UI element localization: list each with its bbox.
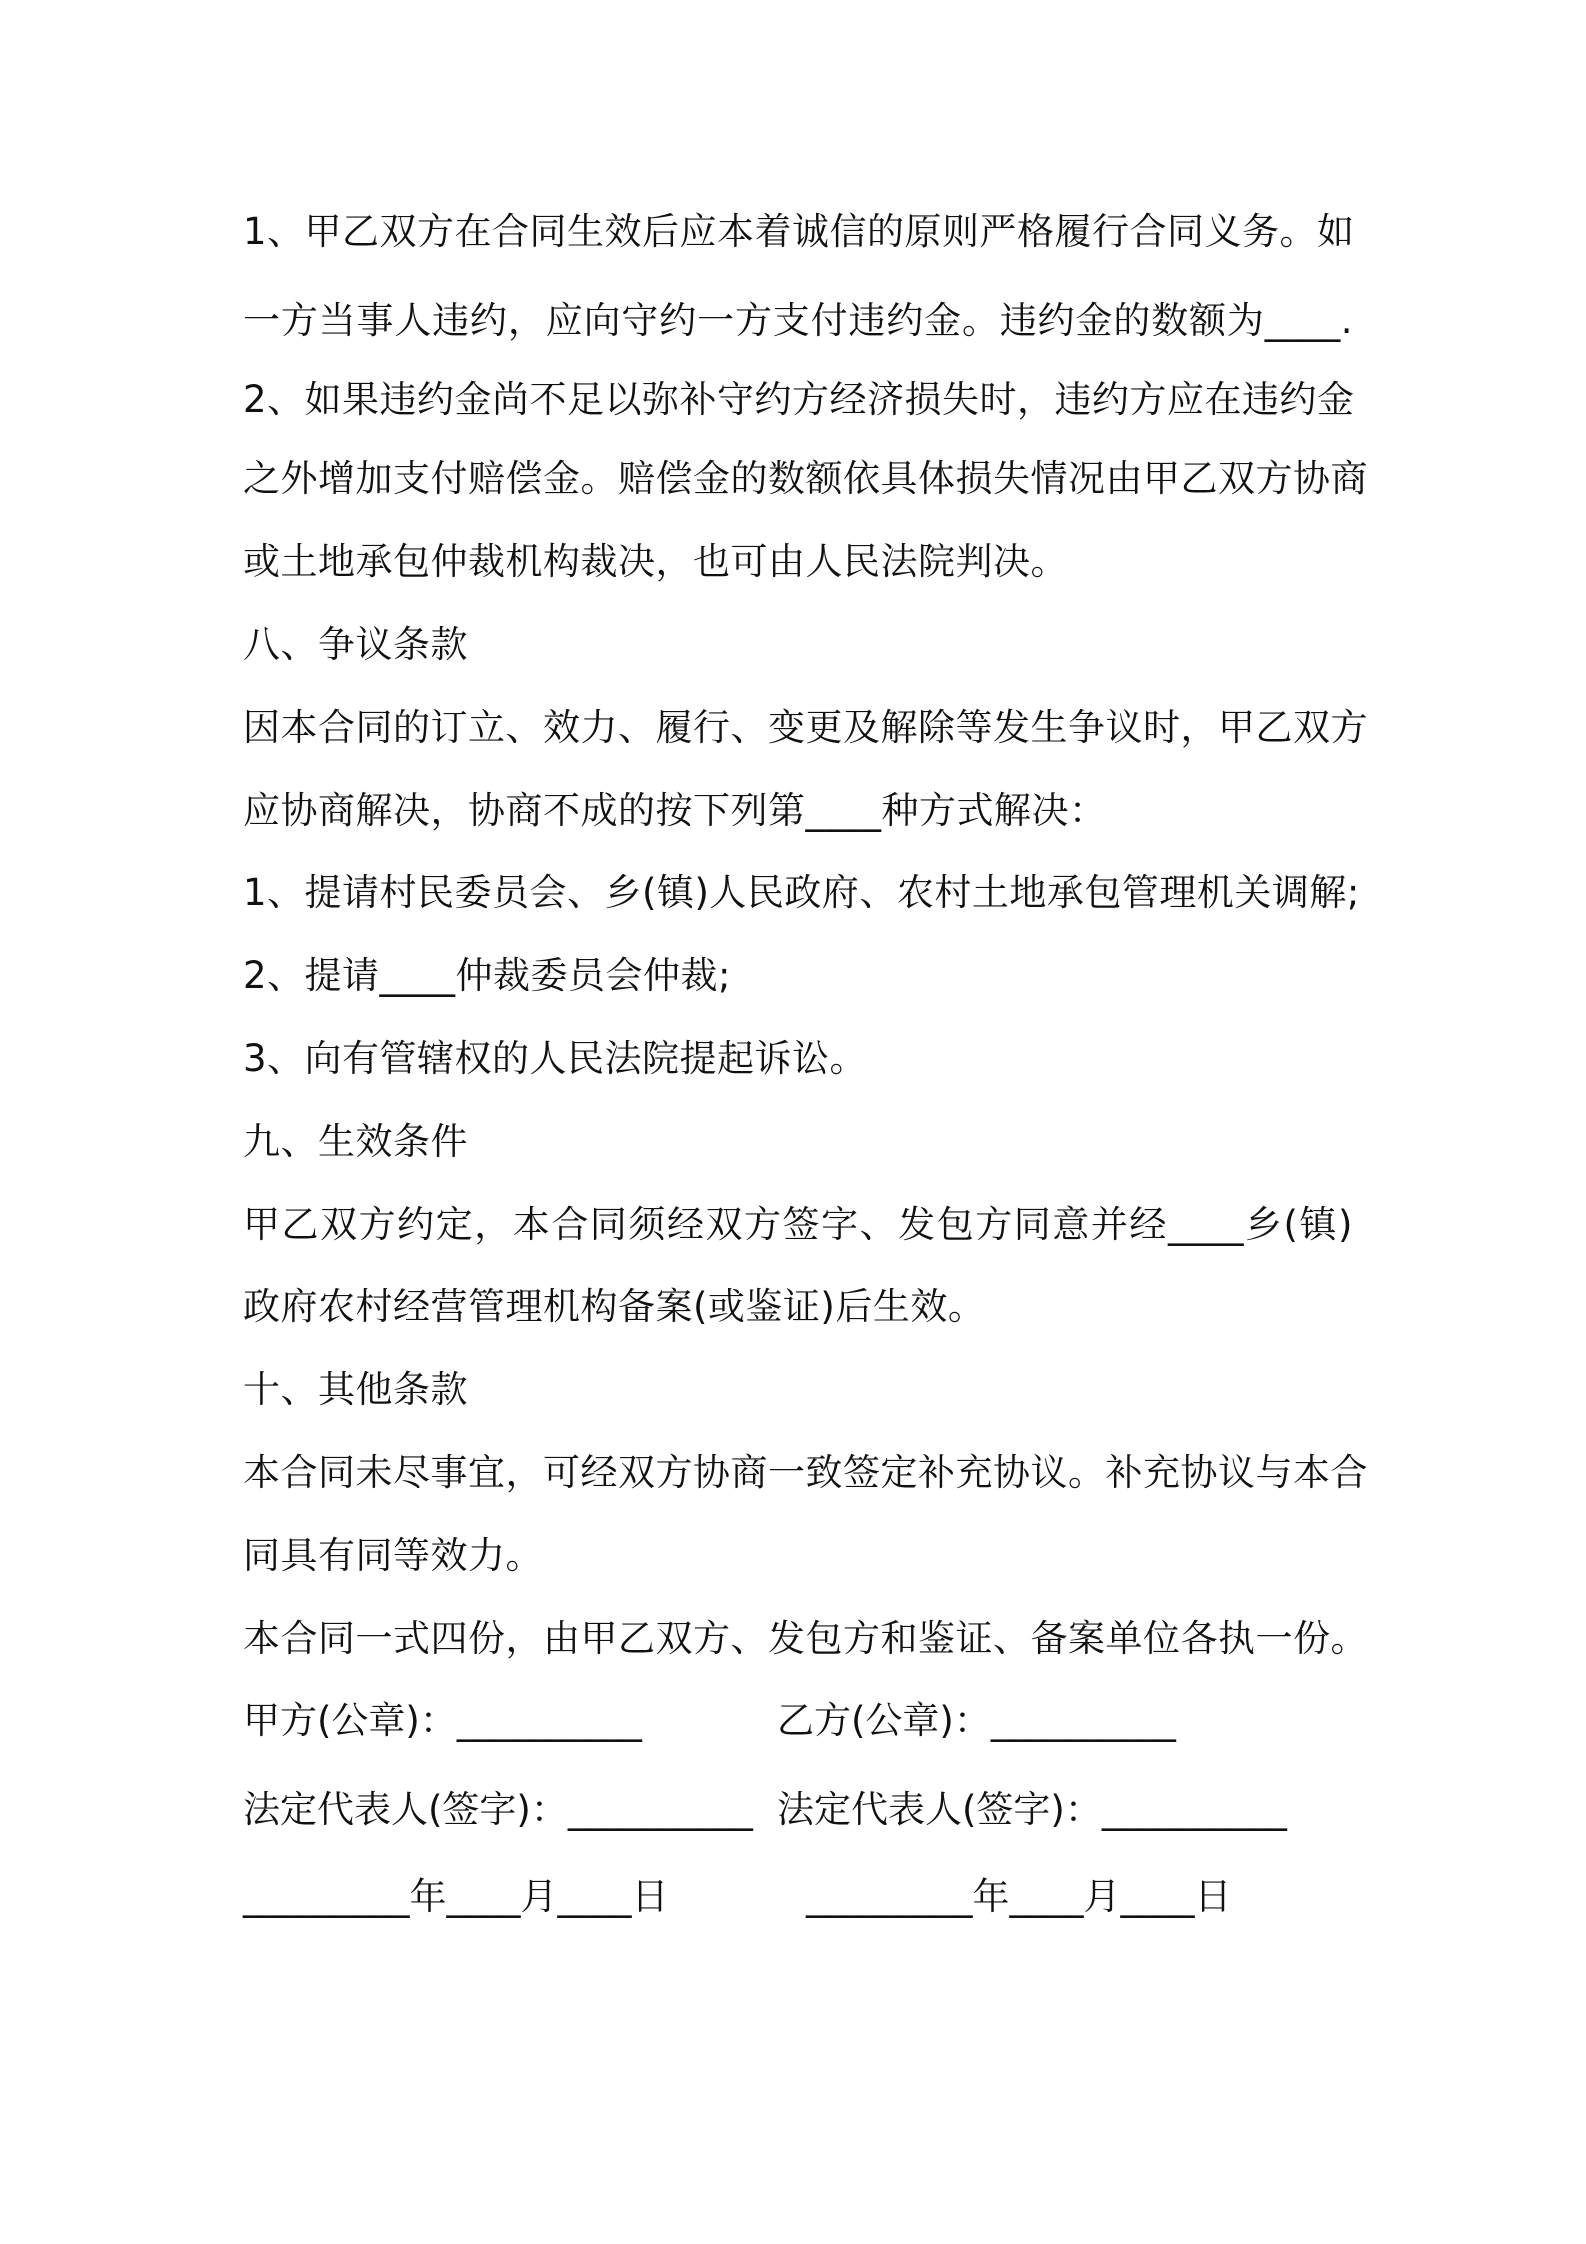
clause-7-2-line-1: 2、如果违约金尚不足以弥补守约方经济损失时，违约方应在违约金 bbox=[243, 378, 1355, 421]
section-9-heading: 九、生效条件 bbox=[243, 1120, 468, 1163]
section-8-heading: 八、争议条款 bbox=[243, 623, 468, 666]
party-a-representative-field: 法定代表人(签字)：__________ bbox=[243, 1788, 753, 1831]
section-9-para-line-1: 甲乙双方约定，本合同须经双方签字、发包方同意并经____乡(镇) bbox=[243, 1203, 1353, 1246]
section-8-option-1: 1、提请村民委员会、乡(镇)人民政府、农村土地承包管理机关调解; bbox=[243, 871, 1360, 914]
section-10-para-line-1: 本合同未尽事宜，可经双方协商一致签定补充协议。补充协议与本合 bbox=[243, 1451, 1368, 1494]
copies-statement: 本合同一式四份，由甲乙双方、发包方和鉴证、备案单位各执一份。 bbox=[243, 1617, 1368, 1660]
clause-7-2-line-3: 或土地承包仲裁机构裁决，也可由人民法院判决。 bbox=[243, 540, 1068, 583]
section-10-para-line-2: 同具有同等效力。 bbox=[243, 1534, 543, 1577]
party-b-representative-field: 法定代表人(签字)：__________ bbox=[777, 1788, 1287, 1831]
section-9-para-line-2: 政府农村经营管理机构备案(或鉴证)后生效。 bbox=[243, 1285, 986, 1328]
section-8-para-line-2: 应协商解决，协商不成的按下列第____种方式解决： bbox=[243, 789, 1107, 832]
party-a-seal-field: 甲方(公章)：__________ bbox=[243, 1699, 642, 1742]
party-b-seal-field: 乙方(公章)：__________ bbox=[777, 1699, 1176, 1742]
section-8-para-line-1: 因本合同的订立、效力、履行、变更及解除等发生争议时，甲乙双方 bbox=[243, 706, 1368, 749]
clause-7-1-line-1: 1、甲乙双方在合同生效后应本着诚信的原则严格履行合同义务。如 bbox=[243, 210, 1355, 253]
section-10-heading: 十、其他条款 bbox=[243, 1368, 468, 1411]
clause-7-1-line-2: 一方当事人违约，应向守约一方支付违约金。违约金的数额为____. bbox=[243, 299, 1353, 342]
section-8-option-2: 2、提请____仲裁委员会仲裁; bbox=[243, 954, 732, 997]
party-b-date-field: _________年____月____日 bbox=[806, 1875, 1232, 1918]
section-8-option-3: 3、向有管辖权的人民法院提起诉讼。 bbox=[243, 1037, 868, 1080]
party-a-date-field: _________年____月____日 bbox=[243, 1875, 669, 1918]
clause-7-2-line-2: 之外增加支付赔偿金。赔偿金的数额依具体损失情况由甲乙双方协商 bbox=[243, 457, 1368, 500]
